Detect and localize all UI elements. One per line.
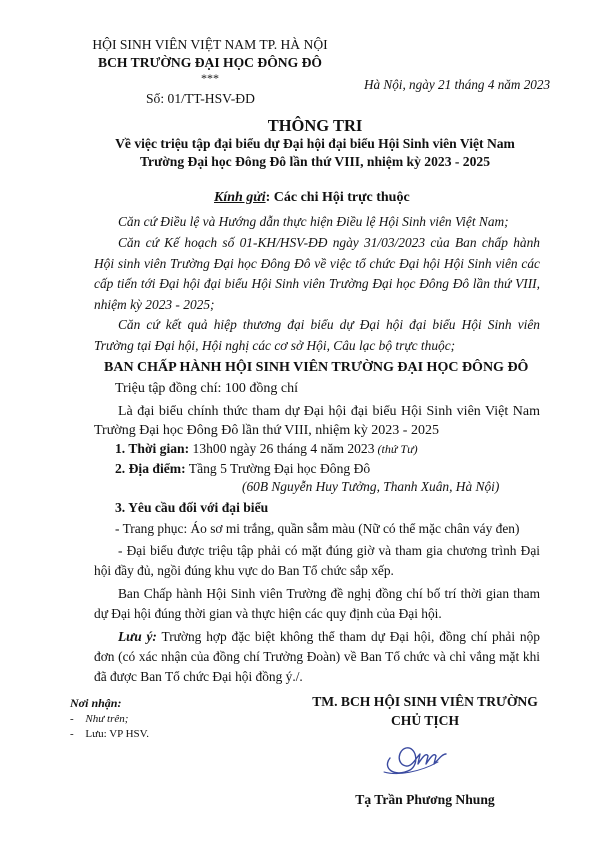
place-label: 2. Địa điểm:	[115, 461, 186, 476]
requirement-attendance: - Đại biểu được triệu tập phải có mặt đúng giờ và tham gia chương trình Đại hội đầy đủ, ngồi đúng khu vực do Ban Tổ chức sắp xếp.	[94, 543, 540, 578]
handwritten-signature	[376, 732, 466, 784]
place-value: Tầng 5 Trường Đại học Đông Đô	[185, 461, 371, 476]
stars-separator: ***	[201, 71, 219, 85]
request-paragraph: Ban Chấp hành Hội Sinh viên Trường đề nghị đồng chí bố trí thời gian tham dự Đại hội đúng thời gian và thực hiện các quy định của Đại hội.	[94, 586, 540, 621]
recipient-label: Kính gửi	[214, 190, 266, 205]
time-value: 13h00 ngày 26 tháng 4 năm 2023	[189, 441, 375, 456]
basis-plan: Căn cứ Kế hoạch số 01-KH/HSV-ĐĐ ngày 31/03/2023 của Ban chấp hành Hội sinh viên Trường Đại học Đông Đô về việc tổ chức Đại hội Hội Sinh viên các cấp tiến tới Đại hội đại biểu Hội Sinh viên Trường Đại học Đông Đô lần thứ VIII, nhiệm kỳ 2023 - 2025;	[94, 235, 540, 312]
recipient-line	[214, 190, 410, 206]
signer-name: Tạ Trần Phương Nhung	[355, 792, 495, 807]
summon-count: Triệu tập đồng chí: 100 đồng chí	[115, 381, 299, 396]
requirements-heading: 3. Yêu cầu đối với đại biểu	[115, 500, 269, 515]
time-day: (thứ Tư)	[374, 442, 418, 456]
requirement-dress: - Trang phục: Áo sơ mi trắng, quần sẫm màu (Nữ có thể mặc chân váy đen)	[115, 521, 520, 536]
document-number: Số: 01/TT-HSV-ĐD	[146, 91, 255, 106]
document-title: THÔNG TRI	[267, 116, 363, 135]
basis-results: Căn cứ kết quả hiệp thương đại biểu dự Đại hội đại biểu Hội Sinh viên Trường tại Đại hội, Hội nghị các cơ sở Hội, Câu lạc bộ trực thuộc;	[94, 317, 540, 353]
recipient-text: : Các chi Hội trực thuộc	[265, 190, 410, 205]
address-line: (60B Nguyễn Huy Tưởng, Thanh Xuân, Hà Nội)	[242, 479, 500, 494]
note-label: Lưu ý:	[118, 629, 157, 644]
delegate-text: Là đại biểu chính thức tham dự Đại hội đại biểu Hội Sinh viên Việt Nam Trường Đại học Đông Đô lần thứ VIII, nhiệm kỳ 2023 - 2025	[94, 404, 540, 438]
signature-organization: TM. BCH HỘI SINH VIÊN TRƯỜNG	[312, 694, 538, 709]
org-line-1: HỘI SINH VIÊN VIỆT NAM TP. HÀ NỘI	[92, 37, 328, 52]
time-label: 1. Thời gian:	[115, 441, 190, 456]
body-heading: BAN CHẤP HÀNH HỘI SINH VIÊN TRƯỜNG ĐẠI HỌC ĐÔNG ĐÔ	[104, 360, 529, 375]
note-text: Trường hợp đặc biệt không thể tham dự Đại hội, đồng chí phải nộp đơn (có xác nhận của đồng chí Trưởng Đoàn) về Ban Tổ chức và chỉ vắng mặt khi đã được Ban Tổ chức Đại hội đồng ý./.	[94, 629, 540, 684]
place-date: Hà Nội, ngày 21 tháng 4 năm 2023	[364, 77, 551, 92]
recipients-label: Nơi nhận:	[70, 696, 122, 710]
time-line	[115, 441, 418, 457]
basis-charter: Căn cứ Điều lệ và Hướng dẫn thực hiện Điều lệ Hội Sinh viên Việt Nam;	[118, 214, 509, 229]
note-paragraph	[94, 627, 540, 687]
signature-title: CHỦ TỊCH	[390, 713, 460, 728]
place-line	[115, 461, 370, 477]
subject-line-1: Về việc triệu tập đại biểu dự Đại hội đại biểu Hội Sinh viên Việt Nam	[115, 136, 515, 151]
org-line-2: BCH TRƯỜNG ĐẠI HỌC ĐÔNG ĐÔ	[98, 55, 322, 70]
subject-line-2: Trường Đại học Đông Đô lần thứ VIII, nhiệm kỳ 2023 - 2025	[139, 154, 490, 169]
recipient-item: - Lưu: VP HSV.	[70, 728, 149, 740]
recipient-item: - Như trên;	[70, 713, 129, 725]
